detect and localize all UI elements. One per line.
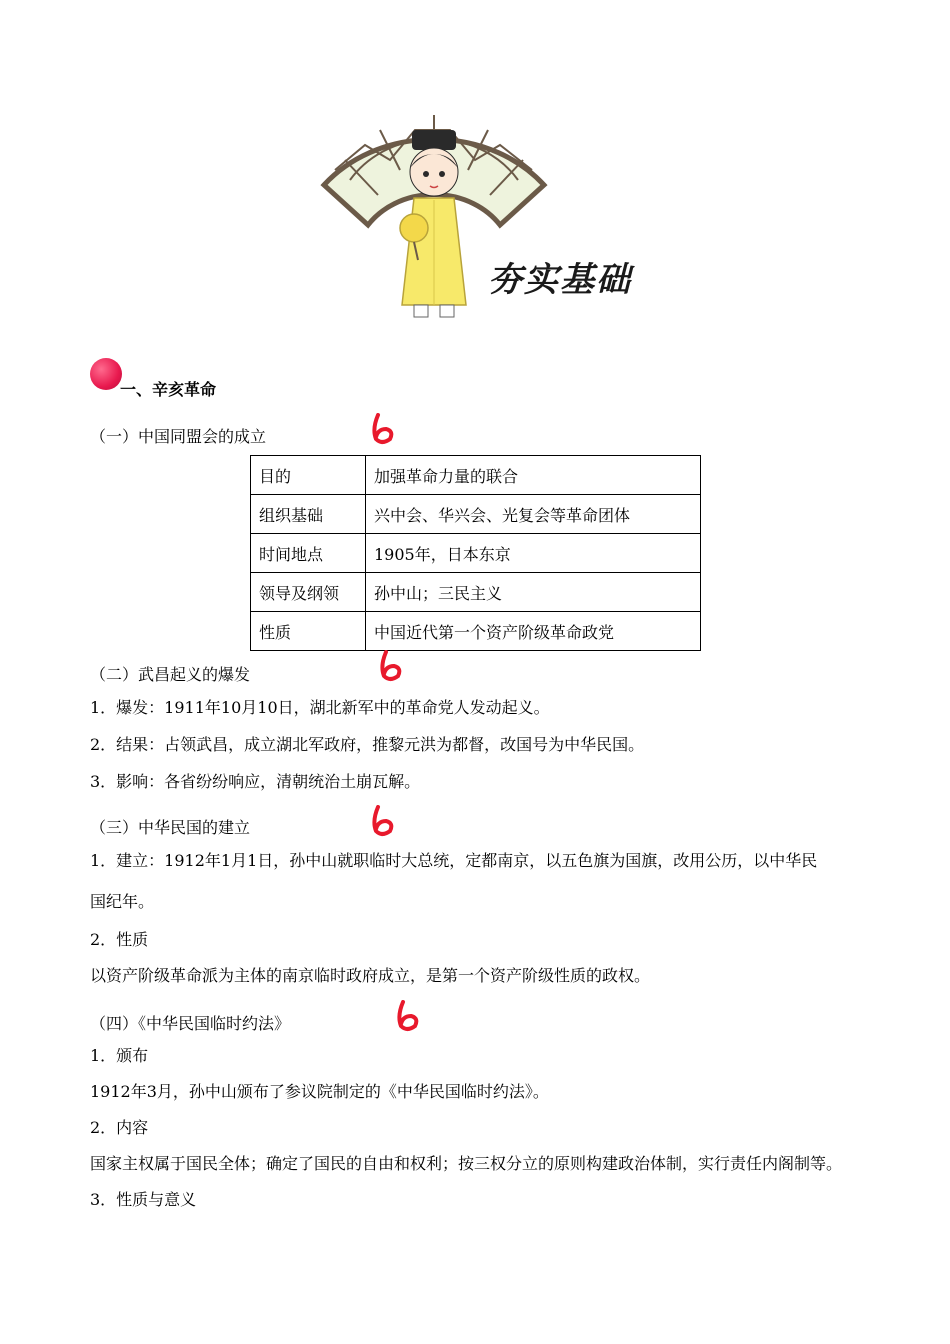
part3-item2-text: 以资产阶级革命派为主体的南京临时政府成立，是第一个资产阶级性质的政权。 (90, 966, 651, 985)
table-row (251, 534, 701, 573)
table-row (251, 495, 701, 534)
part4-heading: （四）《中华民国临时约法》 (90, 1014, 291, 1033)
league-info-table (250, 455, 701, 651)
banner-calligraphy: 夯实基础 (488, 260, 632, 300)
part2-item: 1．爆发：1911年10月10日，湖北新军中的革命党人发动起义。 (90, 698, 550, 717)
table-cell-key: 组织基础 (251, 495, 366, 534)
part3-heading: （三）中华民国的建立 (90, 818, 251, 837)
handwritten-mark-3 (370, 805, 398, 841)
section-bullet (90, 358, 122, 390)
part4-item1-label: 1．颁布 (90, 1046, 149, 1065)
part2-item: 3．影响：各省纷纷响应，清朝统治土崩瓦解。 (90, 772, 421, 791)
table-cell-key: 时间地点 (251, 534, 366, 573)
part4-item3-label: 3．性质与意义 (90, 1190, 197, 1209)
part2-item: 2．结果：占领武昌，成立湖北军政府，推黎元洪为都督，改国号为中华民国。 (90, 735, 645, 754)
table-cell-value: 加强革命力量的联合 (366, 456, 701, 495)
table-row (251, 573, 701, 612)
part4-item1-text: 1912年3月，孙中山颁布了参议院制定的《中华民国临时约法》。 (90, 1082, 549, 1101)
part1-heading: （一）中国同盟会的成立 (90, 427, 267, 446)
table-cell-key: 目的 (251, 456, 366, 495)
part3-item1-line1: 1．建立：1912年1月1日，孙中山就职临时大总统，定都南京，以五色旗为国旗，改用公历，以中华民 (90, 851, 818, 870)
section-title: 一、辛亥革命 (120, 380, 217, 399)
table-cell-value: 1905年，日本东京 (366, 534, 701, 573)
handwritten-mark-4 (395, 1000, 423, 1036)
table-cell-value: 兴中会、华兴会、光复会等革命团体 (366, 495, 701, 534)
handwritten-mark-2 (378, 650, 406, 686)
banner-illustration (310, 100, 650, 330)
part3-item1-line2: 国纪年。 (90, 892, 155, 911)
part3-item2-label: 2．性质 (90, 930, 149, 949)
part4-item2-text: 国家主权属于国民全体；确定了国民的自由和权利；按三权分立的原则构建政治体制，实行责任内阁制等。 (90, 1154, 843, 1173)
part4-item2-label: 2．内容 (90, 1118, 149, 1137)
part2-heading: （二）武昌起义的爆发 (90, 665, 251, 684)
table-cell-value: 中国近代第一个资产阶级革命政党 (366, 612, 701, 651)
table-row (251, 612, 701, 651)
handwritten-mark-1 (370, 413, 398, 449)
table-cell-value: 孙中山；三民主义 (366, 573, 701, 612)
table-row (251, 456, 701, 495)
table-cell-key: 性质 (251, 612, 366, 651)
table-cell-key: 领导及纲领 (251, 573, 366, 612)
